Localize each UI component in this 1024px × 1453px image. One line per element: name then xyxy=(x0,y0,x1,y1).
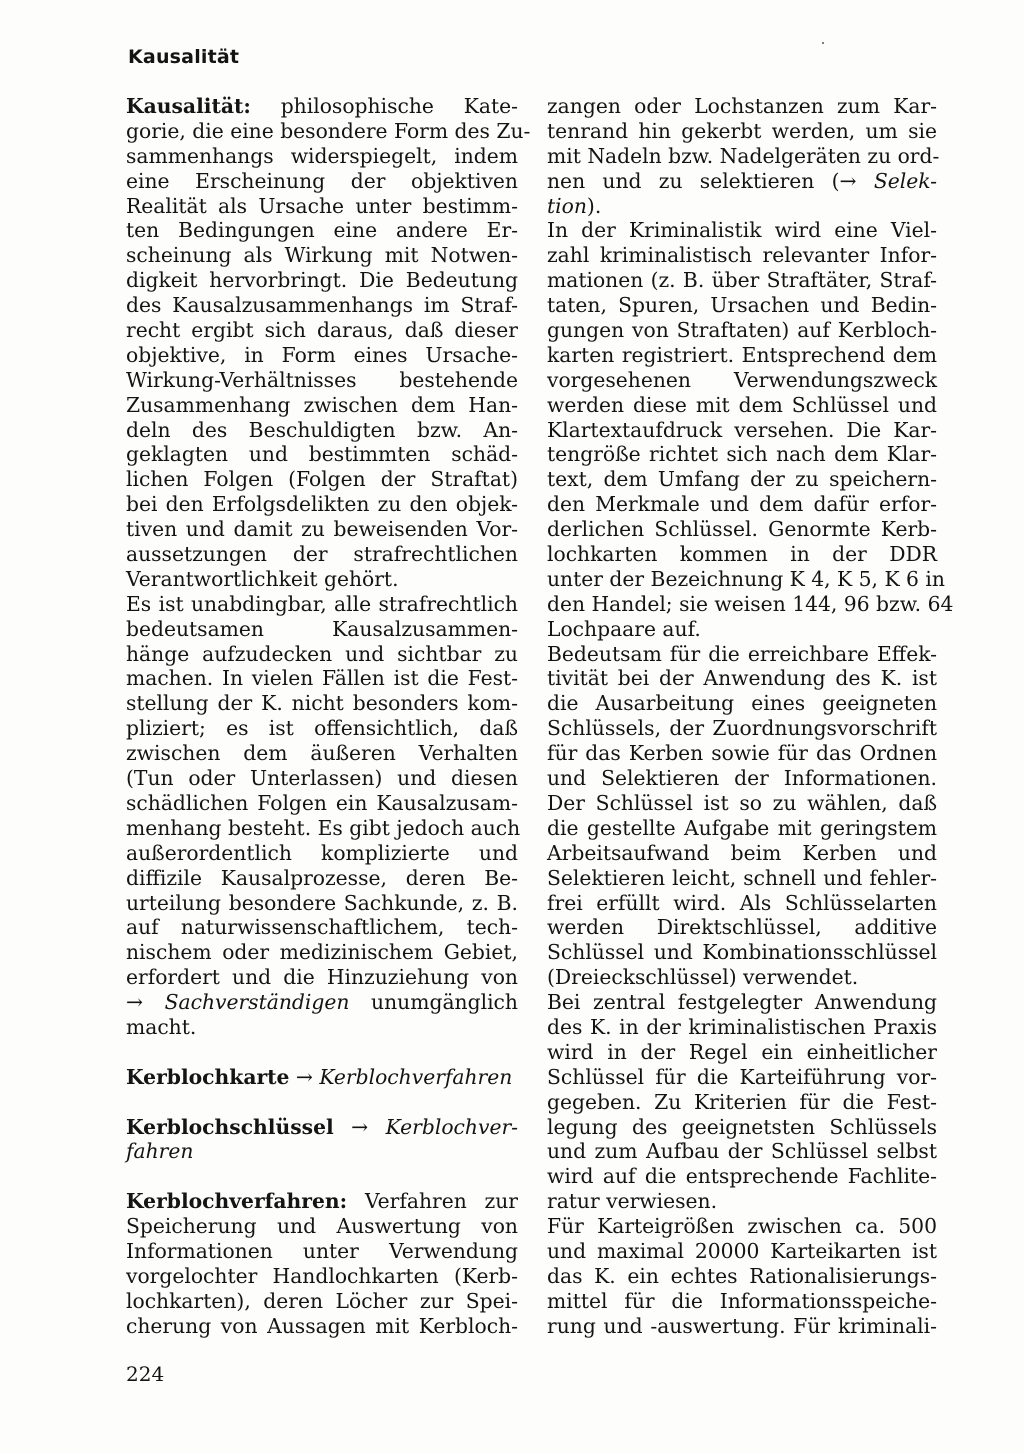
entry-line: ten Bedingungen eine andere Er- xyxy=(126,218,518,243)
entry-line: tengröße richtet sich nach dem Klar- xyxy=(547,442,937,467)
entry-body-continued xyxy=(547,218,954,1338)
entry-line: gegeben. Zu Kriterien für die Fest- xyxy=(547,1089,937,1114)
entry-line: gorie, die eine besondere Form des Zu- xyxy=(126,118,531,143)
page-number: 224 xyxy=(126,1362,165,1386)
entry-line: Verantwortlichkeit gehört. xyxy=(126,566,399,591)
entry-line: Bedeutsam für die erreichbare Effek- xyxy=(547,641,937,666)
entry-line: außerordentlich komplizierte und xyxy=(126,840,518,865)
entry-line: eine Erscheinung der objektiven xyxy=(126,168,518,193)
entry-line: bedeutsamen Kausalzusammen- xyxy=(126,616,518,641)
entry-line: legung des geeignetsten Schlüssels xyxy=(547,1114,937,1139)
entry-line: lochkarten), deren Löcher zur Spei- xyxy=(126,1288,518,1313)
entry-kausalitaet xyxy=(126,94,531,1040)
entry-line: tenrand hin gekerbt werden, um sie xyxy=(547,118,937,143)
entry-line: diffizile Kausalprozesse, deren Be- xyxy=(126,865,518,890)
entry-line: werden Direktschlüssel, additive xyxy=(547,915,937,940)
entry-line: ratur verwiesen. xyxy=(547,1189,718,1214)
entry-line: zahl kriminalistisch relevanter Infor- xyxy=(547,243,937,268)
cross-reference-link[interactable]: Kerblochverfahren xyxy=(319,1064,513,1089)
entry-text: nen und zu selektieren (→ xyxy=(547,168,874,193)
entry-line: deln des Beschuldigten bzw. An- xyxy=(126,417,518,442)
entry-line: hänge aufzudecken und sichtbar zu xyxy=(126,641,518,666)
entry-line: macht. xyxy=(126,1014,197,1039)
cross-reference-arrow: → xyxy=(126,990,165,1015)
entry-line: objektive, in Form eines Ursache- xyxy=(126,342,518,367)
entry-text: ). xyxy=(586,193,602,218)
cross-reference-link[interactable]: Kerblochver- xyxy=(385,1114,518,1139)
entry-first-line xyxy=(126,94,518,119)
entry-line xyxy=(126,990,518,1015)
entry-line: Selektieren leicht, schnell und fehler- xyxy=(547,865,937,890)
entry-line: derlichen Schlüssel. Genormte Kerb- xyxy=(547,517,937,542)
entry-line: tiven und damit zu beweisenden Vor- xyxy=(126,517,518,542)
entry-line: den Handel; sie weisen 144, 96 bzw. 64 xyxy=(547,591,954,616)
running-head: Kausalität xyxy=(128,46,240,68)
entry-line: nischem oder medizinischem Gebiet, xyxy=(126,940,518,965)
entry-line: vorgelochter Handlochkarten (Kerb- xyxy=(126,1263,518,1288)
entry-line: Lochpaare auf. xyxy=(547,616,701,641)
entry-line: Schlüssel und Kombinationsschlüssel xyxy=(547,940,937,965)
entry-line: Der Schlüssel ist so zu wählen, daß xyxy=(547,790,937,815)
entry-line: recht ergibt sich daraus, daß dieser xyxy=(126,318,518,343)
entry-line: Arbeitsaufwand beim Kerben und xyxy=(547,840,937,865)
entry-line: pliziert; es ist offensichtlich, daß xyxy=(126,716,518,741)
entry-body xyxy=(126,1214,518,1338)
entry-line: bei den Erfolgsdelikten zu den objek- xyxy=(126,492,518,517)
entry-term: Kerblochschlüssel xyxy=(126,1114,334,1139)
entry-line: menhang besteht. Es gibt jedoch auch xyxy=(126,815,521,840)
entry-text: unumgänglich xyxy=(349,990,518,1015)
entry-line: vorgesehenen Verwendungszweck xyxy=(547,367,937,392)
entry-line: Realität als Ursache unter bestimm- xyxy=(126,193,518,218)
entry-line: machen. In vielen Fällen ist die Fest- xyxy=(126,666,518,691)
entry-line: sammenhangs widerspiegelt, indem xyxy=(126,143,518,168)
entry-line: karten registriert. Entsprechend dem xyxy=(547,342,937,367)
print-speck xyxy=(822,42,824,44)
entry-first-line xyxy=(126,1065,518,1090)
entry-line: lichen Folgen (Folgen der Straftat) xyxy=(126,467,518,492)
entry-line: lochkarten kommen in der DDR xyxy=(547,542,937,567)
entry-kerblochkarte xyxy=(126,1065,518,1090)
right-column xyxy=(547,94,954,1339)
entry-line: zwischen dem äußeren Verhalten xyxy=(126,741,518,766)
entry-line: stellung der K. nicht besonders kom- xyxy=(126,691,518,716)
entry-line: urteilung besondere Sachkunde, z. B. xyxy=(126,890,518,915)
entry-line: Schlüssels, der Zuordnungsvorschrift xyxy=(547,716,937,741)
entry-first-line xyxy=(126,1115,518,1140)
entry-line: für das Kerben sowie für das Ordnen xyxy=(547,741,937,766)
entry-text: philosophische Kate- xyxy=(250,94,518,118)
left-column xyxy=(126,94,531,1339)
entry-line: Zusammenhang zwischen dem Han- xyxy=(126,392,518,417)
entry-line: gungen von Straftaten) auf Kerbloch- xyxy=(547,318,937,343)
cross-reference-link[interactable]: Selek- xyxy=(873,168,937,193)
entry-line: mationen (z. B. über Straftäter, Straf- xyxy=(547,268,937,293)
entry-line: Schlüssel für die Karteiführung vor- xyxy=(547,1064,937,1089)
cross-reference-arrow: → xyxy=(333,1114,386,1139)
entry-line: aussetzungen der strafrechtlichen xyxy=(126,542,518,567)
entry-line: text, dem Umfang der zu speichern- xyxy=(547,467,937,492)
entry-line: Klartextaufdruck versehen. Die Kar- xyxy=(547,417,937,442)
entry-text: Verfahren zur xyxy=(347,1189,518,1214)
entry-line: geklagten und bestimmten schäd- xyxy=(126,442,518,467)
entry-line xyxy=(547,169,937,194)
entry-line: tivität bei der Anwendung des K. ist xyxy=(547,666,937,691)
entry-line: Bei zentral festgelegter Anwendung xyxy=(547,990,937,1015)
entry-line: das K. ein echtes Rationalisierungs- xyxy=(547,1263,937,1288)
entry-line: In der Kriminalistik wird eine Viel- xyxy=(547,218,937,243)
entry-term: Kerblochkarte xyxy=(126,1064,290,1089)
entry-kerblochverfahren xyxy=(126,1189,518,1338)
entry-line: und maximal 20000 Karteikarten ist xyxy=(547,1238,937,1263)
entry-kerblochschluessel xyxy=(126,1115,518,1165)
entry-line: Es ist unabdingbar, alle strafrechtlich xyxy=(126,591,518,616)
entry-first-line xyxy=(126,1189,518,1214)
entry-line: den Merkmale und dem dafür erfor- xyxy=(547,492,937,517)
entry-line: taten, Spuren, Ursachen und Bedin- xyxy=(547,293,937,318)
entry-term: Kerblochverfahren: xyxy=(126,1189,348,1214)
entry-line: erfordert und die Hinzuziehung von xyxy=(126,965,518,990)
entry-line: die gestellte Aufgabe mit geringstem xyxy=(547,815,937,840)
entry-body-continued xyxy=(547,94,940,169)
entry-line: Speicherung und Auswertung von xyxy=(126,1214,518,1239)
entry-line: digkeit hervorbringt. Die Bedeutung xyxy=(126,268,518,293)
entry-line: Für Karteigrößen zwischen ca. 500 xyxy=(547,1214,937,1239)
entry-line: zangen oder Lochstanzen zum Kar- xyxy=(547,94,937,118)
entry-line xyxy=(126,1139,518,1164)
entry-line: unter der Bezeichnung K 4, K 5, K 6 in xyxy=(547,566,945,591)
entry-line: auf naturwissenschaftlichem, tech- xyxy=(126,915,518,940)
entry-line: scheinung als Wirkung mit Notwen- xyxy=(126,243,518,268)
cross-reference-link[interactable]: Sachverständigen xyxy=(164,990,350,1015)
entry-line: cherung von Aussagen mit Kerbloch- xyxy=(126,1313,518,1338)
entry-line: werden diese mit dem Schlüssel und xyxy=(547,392,937,417)
entry-line: wird auf die entsprechende Fachlite- xyxy=(547,1164,937,1189)
entry-term: Kausalität: xyxy=(126,94,251,118)
entry-line: (Dreieckschlüssel) verwendet. xyxy=(547,965,859,990)
entry-line xyxy=(547,194,937,219)
entry-line: des Kausalzusammenhangs im Straf- xyxy=(126,293,518,318)
entry-line: Wirkung-Verhältnisses bestehende xyxy=(126,367,518,392)
entry-line: Informationen unter Verwendung xyxy=(126,1238,518,1263)
cross-reference-link[interactable]: fahren xyxy=(126,1139,194,1164)
entry-line: wird in der Regel ein einheitlicher xyxy=(547,1039,937,1064)
entry-line: des K. in der kriminalistischen Praxis xyxy=(547,1014,937,1039)
entry-line: mittel für die Informationsspeiche- xyxy=(547,1288,937,1313)
entry-line: schädlichen Folgen ein Kausalzusam- xyxy=(126,790,518,815)
cross-reference-link[interactable]: tion xyxy=(547,193,587,218)
entry-line: die Ausarbeitung eines geeigneten xyxy=(547,691,937,716)
entry-line: (Tun oder Unterlassen) und diesen xyxy=(126,766,518,791)
cross-reference-arrow: → xyxy=(289,1064,320,1089)
entry-line: und zum Aufbau der Schlüssel selbst xyxy=(547,1139,937,1164)
entry-body xyxy=(126,118,531,990)
entry-line: frei erfüllt wird. Als Schlüsselarten xyxy=(547,890,937,915)
entry-line: mit Nadeln bzw. Nadelgeräten zu ord- xyxy=(547,143,940,168)
entry-line: und Selektieren der Informationen. xyxy=(547,766,937,791)
entry-line: rung und -auswertung. Für kriminali- xyxy=(547,1313,937,1338)
